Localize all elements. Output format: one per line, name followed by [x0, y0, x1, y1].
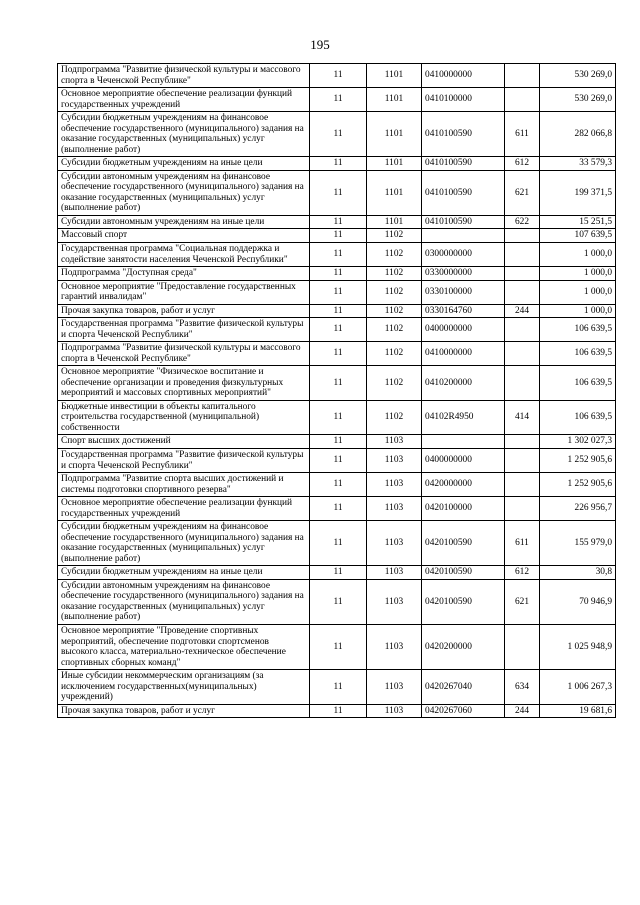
- row-section: 11: [310, 304, 367, 318]
- row-target-article: 0420267040: [422, 670, 505, 705]
- row-subsection: 1101: [367, 88, 422, 112]
- row-expense-type: 621: [505, 170, 540, 215]
- row-expense-type: [505, 449, 540, 473]
- row-section: 11: [310, 566, 367, 580]
- row-name: Подпрограмма "Развитие физической культуры и массового спорта в Чеченской Республике": [58, 342, 310, 366]
- row-expense-type: 611: [505, 112, 540, 157]
- row-amount: 70 946,9: [540, 579, 616, 624]
- row-subsection: 1103: [367, 497, 422, 521]
- row-expense-type: [505, 64, 540, 88]
- row-target-article: 0410100590: [422, 157, 505, 171]
- table-row: [58, 280, 616, 304]
- row-target-article: 0410100000: [422, 88, 505, 112]
- row-section: 11: [310, 342, 367, 366]
- row-amount: 1 000,0: [540, 280, 616, 304]
- row-section: 11: [310, 64, 367, 88]
- row-amount: 226 956,7: [540, 497, 616, 521]
- row-subsection: 1103: [367, 579, 422, 624]
- row-target-article: 0400000000: [422, 318, 505, 342]
- row-target-article: [422, 435, 505, 449]
- row-expense-type: 621: [505, 579, 540, 624]
- row-amount: 1 302 027,3: [540, 435, 616, 449]
- row-subsection: 1102: [367, 280, 422, 304]
- row-name: Государственная программа "Социальная поддержка и содействие занятости населения Чеченской Республики": [58, 242, 310, 266]
- row-name: Основное мероприятие "Предоставление государственных гарантий инвалидам": [58, 280, 310, 304]
- row-amount: 1 252 905,6: [540, 449, 616, 473]
- row-subsection: 1101: [367, 112, 422, 157]
- row-amount: 15 251,5: [540, 215, 616, 229]
- table-row: [58, 704, 616, 718]
- row-target-article: 0420267060: [422, 704, 505, 718]
- row-amount: 33 579,3: [540, 157, 616, 171]
- row-section: 11: [310, 280, 367, 304]
- table-row: [58, 112, 616, 157]
- row-section: 11: [310, 579, 367, 624]
- row-name: Субсидии бюджетным учреждениям на иные цели: [58, 157, 310, 171]
- row-name: Основное мероприятие "Физическое воспитание и обеспечение организации и проведения физкультурных мероприятий и массовых спортивных мероприятий": [58, 366, 310, 401]
- row-section: 11: [310, 112, 367, 157]
- row-section: 11: [310, 497, 367, 521]
- row-amount: 199 371,5: [540, 170, 616, 215]
- table-body: [58, 64, 616, 718]
- row-subsection: 1103: [367, 704, 422, 718]
- table-row: [58, 670, 616, 705]
- row-section: 11: [310, 215, 367, 229]
- row-target-article: 0410100590: [422, 170, 505, 215]
- row-expense-type: 244: [505, 704, 540, 718]
- row-target-article: 0420000000: [422, 473, 505, 497]
- row-name: Субсидии бюджетным учреждениям на иные цели: [58, 566, 310, 580]
- row-name: Государственная программа "Развитие физической культуры и спорта Чеченской Республики": [58, 318, 310, 342]
- row-expense-type: [505, 624, 540, 669]
- row-amount: 106 639,5: [540, 400, 616, 435]
- row-target-article: 0330100000: [422, 280, 505, 304]
- row-target-article: 04102R4950: [422, 400, 505, 435]
- row-amount: 1 000,0: [540, 242, 616, 266]
- budget-table: [57, 63, 616, 718]
- row-target-article: 0410000000: [422, 342, 505, 366]
- row-subsection: 1102: [367, 318, 422, 342]
- row-section: 11: [310, 704, 367, 718]
- table-row: [58, 242, 616, 266]
- table-row: [58, 215, 616, 229]
- row-amount: 1 252 905,6: [540, 473, 616, 497]
- row-amount: 1 025 948,9: [540, 624, 616, 669]
- row-subsection: 1102: [367, 366, 422, 401]
- row-target-article: 0410100590: [422, 112, 505, 157]
- table-row: [58, 497, 616, 521]
- row-subsection: 1103: [367, 473, 422, 497]
- row-subsection: 1103: [367, 566, 422, 580]
- row-expense-type: [505, 280, 540, 304]
- table-row: [58, 304, 616, 318]
- row-expense-type: 622: [505, 215, 540, 229]
- row-expense-type: [505, 242, 540, 266]
- table-row: [58, 400, 616, 435]
- row-name: Основное мероприятие обеспечение реализации функций государственных учреждений: [58, 497, 310, 521]
- row-amount: 30,8: [540, 566, 616, 580]
- row-target-article: 0420200000: [422, 624, 505, 669]
- row-expense-type: 611: [505, 521, 540, 566]
- row-subsection: 1103: [367, 624, 422, 669]
- row-name: Подпрограмма "Доступная среда": [58, 267, 310, 281]
- row-amount: 530 269,0: [540, 64, 616, 88]
- table-row: [58, 579, 616, 624]
- row-subsection: 1102: [367, 400, 422, 435]
- row-name: Иные субсидии некоммерческим организациям (за исключением государственных(муниципальных) учреждений): [58, 670, 310, 705]
- table-row: [58, 342, 616, 366]
- row-target-article: 0400000000: [422, 449, 505, 473]
- row-section: 11: [310, 473, 367, 497]
- table-row: [58, 318, 616, 342]
- row-subsection: 1102: [367, 342, 422, 366]
- row-target-article: 0410000000: [422, 64, 505, 88]
- row-target-article: 0420100590: [422, 566, 505, 580]
- row-section: 11: [310, 366, 367, 401]
- row-target-article: 0410200000: [422, 366, 505, 401]
- row-amount: 107 639,5: [540, 229, 616, 243]
- row-name: Спорт высших достижений: [58, 435, 310, 449]
- row-expense-type: 414: [505, 400, 540, 435]
- row-name: Массовый спорт: [58, 229, 310, 243]
- row-section: 11: [310, 449, 367, 473]
- row-subsection: 1101: [367, 215, 422, 229]
- row-section: 11: [310, 400, 367, 435]
- row-target-article: 0300000000: [422, 242, 505, 266]
- row-name: Прочая закупка товаров, работ и услуг: [58, 304, 310, 318]
- row-expense-type: [505, 318, 540, 342]
- row-expense-type: [505, 473, 540, 497]
- row-expense-type: [505, 229, 540, 243]
- row-subsection: 1103: [367, 670, 422, 705]
- row-target-article: [422, 229, 505, 243]
- row-name: Субсидии бюджетным учреждениям на финансовое обеспечение государственного (муниципального) задания на оказание государственных (муниципальных) услуг (выполнение работ): [58, 521, 310, 566]
- table-row: [58, 157, 616, 171]
- row-section: 11: [310, 170, 367, 215]
- row-expense-type: [505, 435, 540, 449]
- table-row: [58, 267, 616, 281]
- row-name: Государственная программа "Развитие физической культуры и спорта Чеченской Республики": [58, 449, 310, 473]
- table-row: [58, 170, 616, 215]
- row-expense-type: 244: [505, 304, 540, 318]
- table-row: [58, 88, 616, 112]
- row-amount: 19 681,6: [540, 704, 616, 718]
- row-section: 11: [310, 624, 367, 669]
- row-name: Бюджетные инвестиции в объекты капитального строительства государственной (муниципальной) собственности: [58, 400, 310, 435]
- row-subsection: 1101: [367, 157, 422, 171]
- row-subsection: 1102: [367, 304, 422, 318]
- table-row: [58, 64, 616, 88]
- row-subsection: 1102: [367, 242, 422, 266]
- row-subsection: 1103: [367, 449, 422, 473]
- row-expense-type: [505, 267, 540, 281]
- table-row: [58, 521, 616, 566]
- row-name: Основное мероприятие обеспечение реализации функций государственных учреждений: [58, 88, 310, 112]
- row-section: 11: [310, 88, 367, 112]
- row-amount: 530 269,0: [540, 88, 616, 112]
- table-row: [58, 435, 616, 449]
- row-amount: 106 639,5: [540, 342, 616, 366]
- row-amount: 106 639,5: [540, 366, 616, 401]
- row-name: Основное мероприятие "Проведение спортивных мероприятий, обеспечение подготовки спортсменов высокого класса, материально-техническое обеспечение спортивных сборных команд": [58, 624, 310, 669]
- row-section: 11: [310, 157, 367, 171]
- row-subsection: 1102: [367, 267, 422, 281]
- row-name: Подпрограмма "Развитие физической культуры и массового спорта в Чеченской Республике": [58, 64, 310, 88]
- row-name: Субсидии бюджетным учреждениям на финансовое обеспечение государственного (муниципального) задания на оказание государственных (муниципальных) услуг (выполнение работ): [58, 112, 310, 157]
- page-number: 195: [310, 37, 330, 52]
- row-name: Субсидии автономным учреждениям на финансовое обеспечение государственного (муниципального) задания на оказание государственных (муниципальных) услуг (выполнение работ): [58, 579, 310, 624]
- table-row: [58, 566, 616, 580]
- row-amount: 155 979,0: [540, 521, 616, 566]
- row-target-article: 0330164760: [422, 304, 505, 318]
- row-section: 11: [310, 435, 367, 449]
- table-row: [58, 624, 616, 669]
- row-amount: 106 639,5: [540, 318, 616, 342]
- row-section: 11: [310, 242, 367, 266]
- row-name: Прочая закупка товаров, работ и услуг: [58, 704, 310, 718]
- row-expense-type: 634: [505, 670, 540, 705]
- row-subsection: 1101: [367, 170, 422, 215]
- row-expense-type: [505, 342, 540, 366]
- table-row: [58, 449, 616, 473]
- row-section: 11: [310, 229, 367, 243]
- table-row: [58, 366, 616, 401]
- row-name: Субсидии автономным учреждениям на иные цели: [58, 215, 310, 229]
- row-target-article: 0330000000: [422, 267, 505, 281]
- row-name: Подпрограмма "Развитие спорта высших достижений и системы подготовки спортивного резерва": [58, 473, 310, 497]
- row-section: 11: [310, 670, 367, 705]
- row-expense-type: 612: [505, 566, 540, 580]
- row-subsection: 1102: [367, 229, 422, 243]
- row-target-article: 0410100590: [422, 215, 505, 229]
- row-amount: 282 066,8: [540, 112, 616, 157]
- row-subsection: 1103: [367, 435, 422, 449]
- row-section: 11: [310, 521, 367, 566]
- row-target-article: 0420100590: [422, 521, 505, 566]
- row-amount: 1 006 267,3: [540, 670, 616, 705]
- row-name: Субсидии автономным учреждениям на финансовое обеспечение государственного (муниципального) задания на оказание государственных (муниципальных) услуг (выполнение работ): [58, 170, 310, 215]
- row-subsection: 1103: [367, 521, 422, 566]
- row-target-article: 0420100000: [422, 497, 505, 521]
- row-amount: 1 000,0: [540, 304, 616, 318]
- row-expense-type: 612: [505, 157, 540, 171]
- row-section: 11: [310, 267, 367, 281]
- row-section: 11: [310, 318, 367, 342]
- row-expense-type: [505, 366, 540, 401]
- row-amount: 1 000,0: [540, 267, 616, 281]
- row-expense-type: [505, 88, 540, 112]
- row-target-article: 0420100590: [422, 579, 505, 624]
- table-row: [58, 229, 616, 243]
- table-row: [58, 473, 616, 497]
- row-expense-type: [505, 497, 540, 521]
- row-subsection: 1101: [367, 64, 422, 88]
